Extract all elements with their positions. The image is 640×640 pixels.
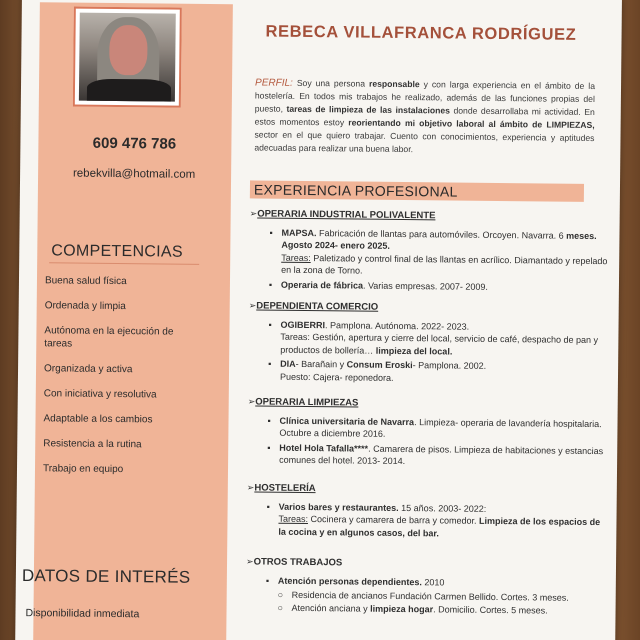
list-item: ▪ Clínica universitaria de Navarra. Limpieza- operaria de lavandería hospitalaria. Octubre a diciembre 2016. [267, 415, 602, 439]
list-item: Con iniciativa y resolutiva [43, 388, 157, 401]
candidate-name: REBECA VILLAFRANCA RODRÍGUEZ [265, 22, 577, 44]
list-item: ▪ OGIBERRI. Pamplona. Autónoma. 2022- 2023. Tareas: Gestión, apertura y cierre del local, servicio de café, despacho de pan y productos de bollería… limpieza del local. [268, 319, 599, 357]
job-section [246, 555, 607, 617]
job-title: HOSTELERÍA [254, 482, 316, 495]
list-item: ▪ Operaria de fábrica. Varias empresas. 2007- 2009. [268, 279, 488, 292]
list-item: ▪ Hotel Hola Tafalla****. Camarera de pisos. Limpieza de habitaciones y estancias comunes del hotel. 2013- 2014. [267, 442, 604, 467]
phone-number: 609 476 786 [92, 134, 177, 153]
list-item: Organizada y activa [43, 363, 133, 376]
job-title: OTROS TRABAJOS [253, 556, 343, 569]
email-address: rebekvilla@hotmail.com [72, 167, 196, 181]
list-item: Autónoma en la ejecución de tareas [44, 325, 174, 350]
list-item: Ordenada y limpia [44, 300, 126, 313]
list-item: Disponibilidad inmediata [25, 607, 140, 621]
job-title: DEPENDIENTA COMERCIO [256, 300, 379, 313]
arrow-bullet-icon: ➢ [247, 396, 256, 407]
list-item: ▪ DIA- Barañain y Consum Eroski- Pamplona. 2002. Puesto: Cajera- reponedora. [268, 358, 487, 383]
job-section [246, 481, 607, 543]
competencias-heading: COMPETENCIAS [51, 242, 183, 261]
list-item: Trabajo en equipo [42, 463, 124, 476]
list-item: ▪ MAPSA. Fabricación de llantas para automóviles. Orcoyen. Navarra. 6 meses. Agosto 2024- enero 2025. Tareas: Paletizado y control final de las llantas en acrílico. Diamantado y repelado en la zona de Torno. [269, 227, 608, 276]
job-section [248, 299, 609, 388]
job-title: OPERARIA LIMPIEZAS [255, 396, 359, 409]
job-section [249, 207, 610, 296]
list-item: Resistencia a la rutina [43, 438, 142, 451]
list-item: ▪ Atención personas dependientes. 2010 [265, 575, 445, 587]
arrow-bullet-icon: ➢ [249, 208, 258, 219]
list-item: ○ Residencia de ancianos Fundación Carmen Bellido. Cortes. 3 meses. [277, 589, 569, 603]
job-title: OPERARIA INDUSTRIAL POLIVALENTE [257, 208, 436, 222]
profile-photo [79, 13, 176, 102]
list-item: Adaptable a los cambios [43, 413, 153, 426]
profile-label: PERFIL: [255, 77, 293, 89]
datos-heading: DATOS DE INTERÉS [21, 566, 191, 587]
cv-paper [15, 0, 622, 640]
arrow-bullet-icon: ➢ [248, 300, 257, 311]
profile-summary: PERFIL: Soy una persona responsable y con larga experiencia en el ámbito de la hostelería. En todos mis trabajos he realizado, además de las funciones propias del puesto, tareas de limpieza de las instalaciones donde desarrollaba mi actividad. En estos momentos estoy reorientando mi objetivo laboral al ámbito de LIMPIEZAS, sector en el que quiero trabajar. Cuento con conocimientos, experiencia y aptitudes adecuadas para realizar una buena labor. [254, 77, 596, 155]
job-section [247, 395, 608, 471]
list-item: Buena salud física [44, 275, 127, 288]
arrow-bullet-icon: ➢ [246, 482, 255, 493]
profile-photo-frame [73, 7, 182, 108]
list-item: ○ Atención anciana y limpieza hogar. Domicilio. Cortes. 5 meses. [277, 602, 548, 616]
list-item: ▪ Varios bares y restaurantes. 15 años. 2003- 2022: Tareas: Cocinera y camarera de barra y comedor. Limpieza de los espacios de la cocina y en algunos casos, del bar. [266, 501, 601, 538]
competencias-list [43, 274, 217, 489]
arrow-bullet-icon: ➢ [245, 556, 254, 567]
experience-heading: EXPERIENCIA PROFESIONAL [253, 181, 458, 200]
